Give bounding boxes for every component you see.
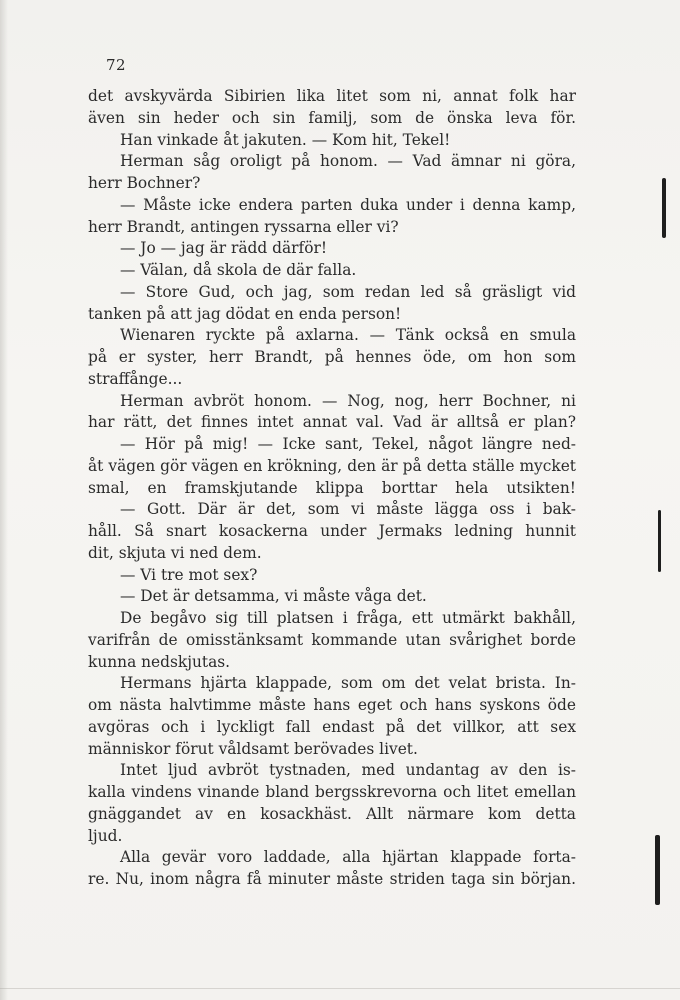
text-line: ljud. <box>88 826 123 845</box>
text-line: — Välan, då skola de där falla. <box>120 261 357 279</box>
text-line: — Jo — jag är rädd därför! <box>120 239 328 258</box>
text-line: — Store Gud, och jag, som redan led så gräsligt vid <box>120 282 576 301</box>
text-line: gnäggandet av en kosackhäst. Allt närmare kom detta <box>88 804 576 823</box>
page-edge <box>0 988 680 989</box>
text-line: på er syster, herr Brandt, på hennes öde, om hon som <box>88 348 576 366</box>
text-line: varifrån de omisstänksamt kommande utan svårighet borde <box>88 630 576 649</box>
text-line: Herman avbröt honom. — Nog, nog, herr Bochner, ni <box>120 391 576 410</box>
text-line: Wienaren ryckte på axlarna. — Tänk också en smula <box>120 326 576 345</box>
margin-pencil-mark <box>662 178 666 238</box>
text-line: — Vi tre mot sex? <box>120 565 258 584</box>
margin-pencil-mark <box>655 835 660 905</box>
text-line: straffånge... <box>88 369 183 388</box>
text-line: — Hör på mig! — Icke sant, Tekel, något längre ned- <box>120 435 576 453</box>
text-line: — Gott. Där är det, som vi måste lägga oss i bak- <box>120 500 576 519</box>
text-line: har rätt, det finnes intet annat val. Vad är alltså er plan? <box>88 413 576 432</box>
text-line: kunna nedskjutas. <box>88 652 231 671</box>
text-line: Han vinkade åt jakuten. — Kom hit, Tekel! <box>120 130 451 149</box>
text-line: det avskyvärda Sibirien lika litet som ni, annat folk har <box>88 87 576 105</box>
text-line: avgöras och i lyckligt fall endast på det villkor, att sex <box>88 717 576 736</box>
text-line: Hermans hjärta klappade, som om det velat brista. In- <box>120 674 576 693</box>
text-line: människor förut våldsamt berövades livet. <box>88 739 418 758</box>
text-line: herr Brandt, antingen ryssarna eller vi? <box>88 217 399 236</box>
text-line: — Måste icke endera parten duka under i denna kamp, <box>120 195 576 214</box>
text-line: åt vägen gör vägen en krökning, den är på detta ställe mycket <box>88 456 576 475</box>
text-line: smal, en framskjutande klippa borttar hela utsikten! <box>88 478 576 497</box>
text-line: dit, skjuta vi ned dem. <box>88 543 262 562</box>
text-line: kalla vindens vinande bland bergsskrevorna och litet emellan <box>88 783 576 801</box>
text-line: Herman såg oroligt på honom. — Vad ämnar ni göra, <box>120 152 576 171</box>
margin-pencil-mark <box>658 510 661 572</box>
text-line: Intet ljud avbröt tystnaden, med undantag av den is- <box>120 761 576 780</box>
text-line: Alla gevär voro laddade, alla hjärtan klappade forta- <box>120 848 576 867</box>
text-line: även sin heder och sin familj, som de önska leva för. <box>88 108 576 127</box>
text-line: re. Nu, inom några få minuter måste striden taga sin början. <box>88 870 576 888</box>
text-line: De begåvo sig till platsen i fråga, ett utmärkt bakhåll, <box>120 609 576 627</box>
body-text <box>88 86 576 891</box>
page-number: 72 <box>106 56 127 74</box>
text-line: håll. Så snart kosackerna under Jermaks ledning hunnit <box>88 522 576 540</box>
text-line: — Det är detsamma, vi måste våga det. <box>120 587 427 606</box>
text-line: om nästa halvtimme måste hans eget och hans syskons öde <box>88 696 576 714</box>
text-line: tanken på att jag dödat en enda person! <box>88 304 402 323</box>
text-line: herr Bochner? <box>88 174 201 192</box>
